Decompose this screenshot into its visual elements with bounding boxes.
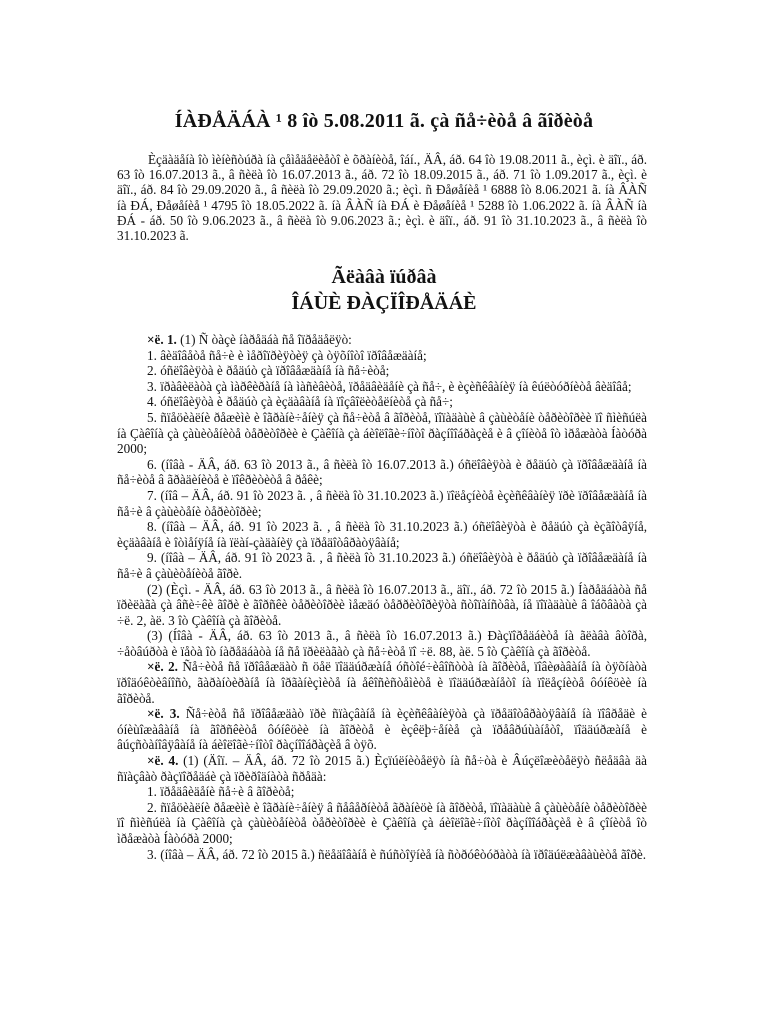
paragraph <box>117 550 647 581</box>
paragraph-text: 4. óñëîâèÿòà è ðåäúò çà èçäàâàíå íà ïîçâîëèòåëíèòå çà ñå÷; <box>147 394 453 410</box>
article-label: ×ë. 1. <box>147 332 177 347</box>
paragraph-text: 5. ñïåöèàëíè ðåæèìè è îãðàíè÷åíèÿ çà ñå÷èòå â ãîðèòå, ïîïàäàùè â çàùèòåíè òåðèòîðèè ïî ñìèñúëà íà Çàêîíà çà çàùèòåíèòå òåðèòîðèè è Çàêîíà çà áèîëîãè÷íîòî ðàçíîîáðàçèå è â çîíèòå îò ìðåæàòà Íàòóðà 2000; <box>117 409 647 457</box>
intro-text: Èçäàäåíà îò ìèíèñòúðà íà çåìåäåëèåòî è õðàíèòå, îáí., ÄÂ, áð. 64 îò 19.08.2011 ã., èçì. è äîï., áð. 63 îò 16.07.2013 ã., â ñèëà îò 16.07.2013 ã., áð. 72 îò 18.09.2015 ã., áð. 71 îò 1.09.2017 ã., èçì. è äîï., áð. 84 îò 29.09.2020 ã., â ñèëà îò 29.09.2020 ã.; èçì. ñ Ðåøåíèå ¹ 6888 îò 8.06.2021 ã. íà ÂÀÑ íà ÐÁ, Ðåøåíèå ¹ 4795 îò 18.05.2022 ã. íà ÂÀÑ íà ÐÁ è Ðåøåíèå ¹ 5288 îò 1.06.2022 ã. íà ÂÀÑ íà ÐÁ - áð. 50 îò 9.06.2023 ã., â ñèëà îò 9.06.2023 ã.; èçì. è äîï., áð. 91 îò 31.10.2023 ã., â ñèëà îò 31.10.2023 ã. <box>117 152 647 244</box>
paragraph <box>117 582 647 629</box>
paragraph <box>117 753 647 784</box>
paragraph-text: 1. ïðåäâèäåíè ñå÷è â ãîðèòå; <box>147 784 295 800</box>
document-title: ÍÀÐÅÄÁÀ ¹ 8 îò 5.08.2011 ã. çà ñå÷èòå â ãîðèòå <box>174 110 594 132</box>
chapter-number: Ãëàâà ïúðâà <box>331 266 437 288</box>
paragraph-text: 8. (íîâà – ÄÂ, áð. 91 îò 2023 ã. , â ñèëà îò 31.10.2023 ã.) óñëîâèÿòà è ðåäúò çà èçãîòâÿíå, èçäàâàíå è îòìåíÿíå íà ïëàí-çàäàíèÿ çà ïðåäîòâðàòÿâàíå; <box>117 519 647 550</box>
article-label: ×ë. 3. <box>147 706 180 722</box>
paragraph <box>117 332 647 348</box>
paragraph <box>117 348 647 364</box>
paragraph <box>117 800 647 847</box>
paragraph-text: (1) (Äîï. – ÄÂ, áð. 72 îò 2015 ã.) Èçïúëíèòåëÿò íà ñå÷òà è Âúçëîæèòåëÿò ñëåäâà äà ñïàçâàò ðàçïîðåäáè çà ïðèðîäíàòà ñðåäà: <box>117 753 647 784</box>
paragraph <box>117 659 647 706</box>
paragraph <box>117 363 647 379</box>
paragraph-text: Ñå÷èòå ñå ïðîâåæäàò ïðè ñïàçâàíå íà èçèñêâàíèÿòà çà ïðåäîòâðàòÿâàíå íà ïîâðåäè è óíèùîæàâàíå íà ãîðñêèòå ôóíêöèè íà ãîðèòå è èçêëþ÷åíèå çà ïðåâðúùàíåòî, ïîääúðæàíå è âúçñòàíîâÿâàíå íà áèîëîãè÷íîòî ðàçíîîáðàçèå â òÿõ. <box>117 706 647 753</box>
paragraph-text: (3) (Íîâà - ÄÂ, áð. 63 îò 2013 ã., â ñèëà îò 16.07.2013 ã.) Ðàçïîðåäáèòå íà ãëàâà âòîðà, ÷åòâúðòà è ïåòà îò íàðåäáàòà íå ñå ïðèëàãàò çà ñå÷èòå ïî ÷ë. 88, àë. 5 îò Çàêîíà çà ãîðèòå. <box>117 628 647 659</box>
paragraph <box>117 628 647 659</box>
document-body <box>117 332 647 862</box>
paragraph <box>117 519 647 550</box>
paragraph <box>117 488 647 519</box>
paragraph-text: 6. (íîâà - ÄÂ, áð. 63 îò 2013 ã., â ñèëà îò 16.07.2013 ã.) óñëîâèÿòà è ðåäúò çà ïðîâåæäàíå íà ñå÷èòå â ãðàäèíèòå è ïîêðèòèòå â ðåêè; <box>117 456 647 488</box>
chapter-title: ÎÁÙÈ ÐÀÇÏÎÐÅÄÁÈ <box>291 292 477 314</box>
paragraph <box>117 394 647 410</box>
paragraph <box>117 379 647 395</box>
paragraph <box>117 410 647 457</box>
paragraph-text: (1) Ñ òàçè íàðåäáà ñå îïðåäåëÿò: <box>176 332 352 347</box>
document-intro <box>117 152 647 243</box>
paragraph-text: Ñå÷èòå ñå ïðîâåæäàò ñ öåë ïîääúðæàíå óñòîé÷èâîñòòà íà ãîðèòå, ïîâèøàâàíå íà òÿõíàòà ïðîäóêòèâíîñò, ãàðàíòèðàíå íà îðãàíèçìèòå íà åêîñèñòåìèòå è ïîääúðæàíåòî íà ïîëåçíèòå ôóíêöèè íà ãîðèòå. <box>117 659 647 706</box>
paragraph-text: 7. (íîâ – ÄÂ, áð. 91 îò 2023 ã. , â ñèëà îò 31.10.2023 ã.) ïîëåçíèòå èçèñêâàíèÿ ïðè ïðîâåæäàíå íà ñå÷è â çàùèòåíè òåðèòîðèè; <box>117 487 647 519</box>
paragraph <box>117 847 647 863</box>
paragraph-text: 3. ïðàâèëàòà çà ìàðêèðàíå íà ìàñèâèòå, ïðåäâèäåíè çà ñå÷, è èçèñêâàíèÿ íà êúëòóðíèòå âèäîâå; <box>147 378 632 394</box>
paragraph <box>117 784 647 800</box>
paragraph-text: 9. (íîâà – ÄÂ, áð. 91 îò 2023 ã. , â ñèëà îò 31.10.2023 ã.) óñëîâèÿòà è ðåäúò çà ïðîâåæäàíå íà ñå÷è â çàùèòåíèòå ãîðè. <box>117 550 647 581</box>
paragraph-text: 2. óñëîâèÿòà è ðåäúò çà ïðîâåæäàíå íà ñå÷èòå; <box>147 363 390 379</box>
paragraph <box>117 706 647 753</box>
paragraph-text: 3. (íîâà – ÄÂ, áð. 72 îò 2015 ã.) ñëåäîâàíå è ñúñòîÿíèå íà ñòðóêòóðàòà íà ïðîäúëæàâàùèòå ãîðè. <box>147 846 647 862</box>
paragraph-text: 1. âèäîâåòå ñå÷è è ìåðîïðèÿòèÿ çà òÿõíîòî ïðîâåæäàíå; <box>147 347 427 363</box>
article-label: ×ë. 4. <box>147 753 179 769</box>
paragraph-text: 2. ñïåöèàëíè ðåæèìè è îãðàíè÷åíèÿ â ñåâåðíèòå ãðàíèöè íà ãîðèòå, ïîïàäàùè â çàùèòåíè òåðèòîðèè ïî ñìèñúëà íà Çàêîíà çà çàùèòåíèòå òåðèòîðèè è Çàêîíà çà áèîëîãè÷íîòî ðàçíîîáðàçèå è â çîíèòå îò ìðåæàòà Íàòóðà 2000; <box>117 799 647 846</box>
paragraph-text: (2) (Èçì. - ÄÂ, áð. 63 îò 2013 ã., â ñèëà îò 16.07.2013 ã., äîï., áð. 72 îò 2015 ã.) Íàðåäáàòà ñå ïðèëàãà çà âñè÷êè ãîðè è ãîðñêè òåðèòîðèè ìåæäó òåððèòîðèÿòà ñòîïàíñòâà, íå ïîïàäàùè â îáõâàòà çà ÷ë. 2, àë. 3 îò Çàêîíà çà ãîðèòå. <box>117 581 647 628</box>
chapter-heading <box>0 264 768 316</box>
paragraph <box>117 457 647 488</box>
article-label: ×ë. 2. <box>147 659 178 675</box>
